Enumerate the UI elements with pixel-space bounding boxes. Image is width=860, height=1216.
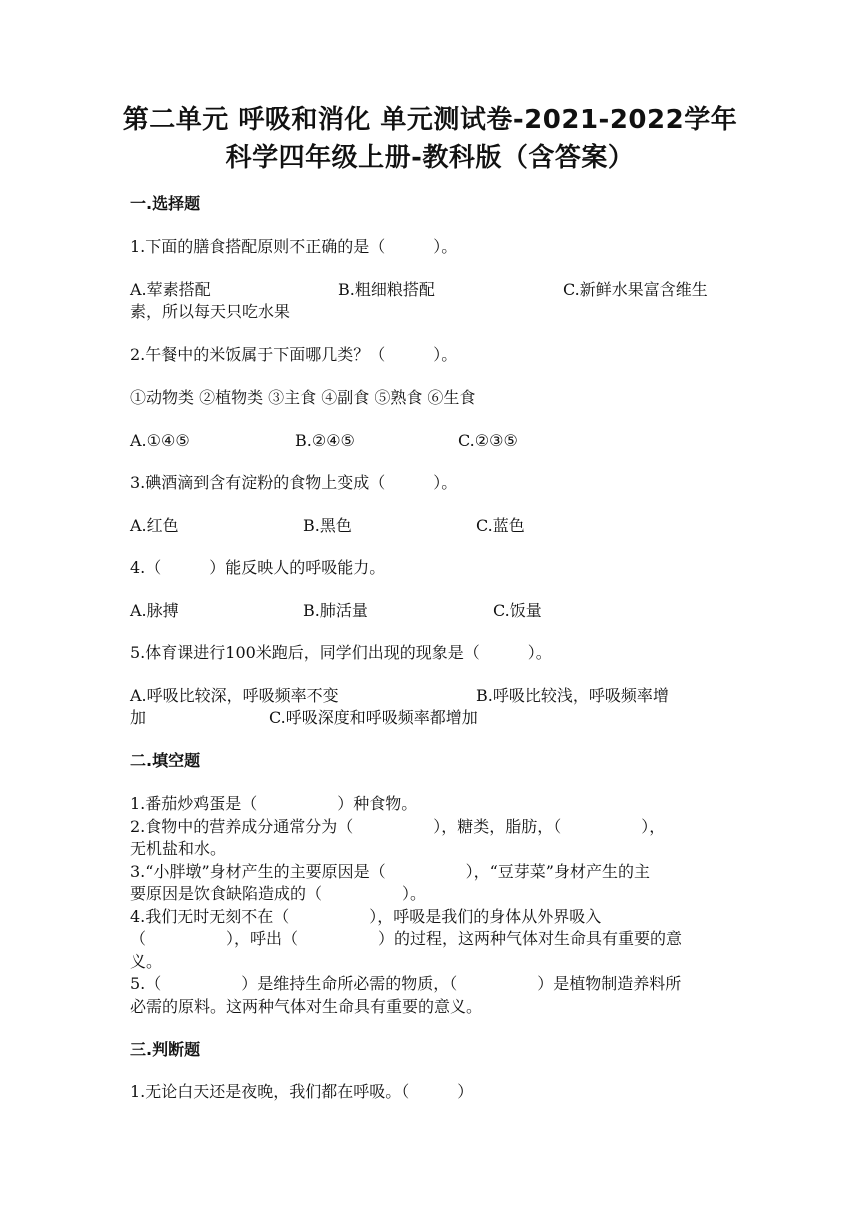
option-b: B.黑色: [303, 516, 352, 535]
option-c: C.呼吸深度和呼吸频率都增加: [269, 708, 478, 727]
section-heading-true-false: 三.判断题: [130, 1040, 201, 1059]
option-c-continued: 素，所以每天只吃水果: [130, 302, 291, 321]
option-c: C.②③⑤: [458, 431, 518, 450]
fill-line: 1.番茄炒鸡蛋是（ ）种食物。: [130, 794, 418, 813]
question-stem: 1.下面的膳食搭配原则不正确的是（ ）。: [130, 237, 458, 256]
question-choices: ①动物类 ②植物类 ③主食 ④副食 ⑤熟食 ⑥生食: [130, 388, 476, 407]
option-b-continued: 加: [130, 708, 147, 727]
fill-line: （ ），呼出（ ）的过程，这两种气体对生命具有重要的意: [130, 929, 683, 948]
fill-line: 4.我们无时无刻不在（ ），呼吸是我们的身体从外界吸入: [130, 907, 602, 926]
option-b: B.粗细粮搭配: [338, 280, 435, 299]
option-c: C.饭量: [493, 601, 542, 620]
option-c: C.蓝色: [476, 516, 525, 535]
fill-line: 要原因是饮食缺陷造成的（ ）。: [130, 884, 427, 903]
question-stem: 5.体育课进行100米跑后，同学们出现的现象是（ ）。: [130, 643, 552, 662]
option-a: A.①④⑤: [130, 431, 190, 450]
document-title-line-1: 第二单元 呼吸和消化 单元测试卷-2021-2022学年: [122, 105, 738, 135]
fill-line: 必需的原料。这两种气体对生命具有重要的意义。: [130, 997, 483, 1016]
option-a: A.红色: [130, 516, 179, 535]
option-a: A.荤素搭配: [130, 280, 211, 299]
fill-line: 无机盐和水。: [130, 839, 227, 858]
section-heading-choice: 一.选择题: [130, 194, 201, 213]
section-heading-fill-blank: 二.填空题: [130, 751, 201, 770]
fill-line: 义。: [130, 952, 163, 971]
question-stem: 3.碘酒滴到含有淀粉的食物上变成（ ）。: [130, 473, 458, 492]
option-a: A.呼吸比较深，呼吸频率不变: [130, 686, 339, 705]
fill-line: 5.（ ）是维持生命所必需的物质，（ ）是植物制造养料所: [130, 974, 682, 993]
option-c: C.新鲜水果富含维生: [563, 280, 708, 299]
question-stem: 4.（ ）能反映人的呼吸能力。: [130, 558, 386, 577]
option-a: A.脉搏: [130, 601, 179, 620]
question-stem: 1.无论白天还是夜晚，我们都在呼吸。（ ）: [130, 1082, 474, 1101]
option-b: B.肺活量: [303, 601, 368, 620]
fill-line: 3.“小胖墩”身材产生的主要原因是（ ），“豆芽菜”身材产生的主: [130, 862, 650, 881]
fill-line: 2.食物中的营养成分通常分为（ ），糖类，脂肪，（ ），: [130, 817, 666, 836]
option-b: B.②④⑤: [295, 431, 355, 450]
document-title-line-2: 科学四年级上册-教科版（含答案）: [225, 143, 635, 173]
option-b: B.呼吸比较浅，呼吸频率增: [476, 686, 669, 705]
question-stem: 2.午餐中的米饭属于下面哪几类？（ ）。: [130, 345, 458, 364]
